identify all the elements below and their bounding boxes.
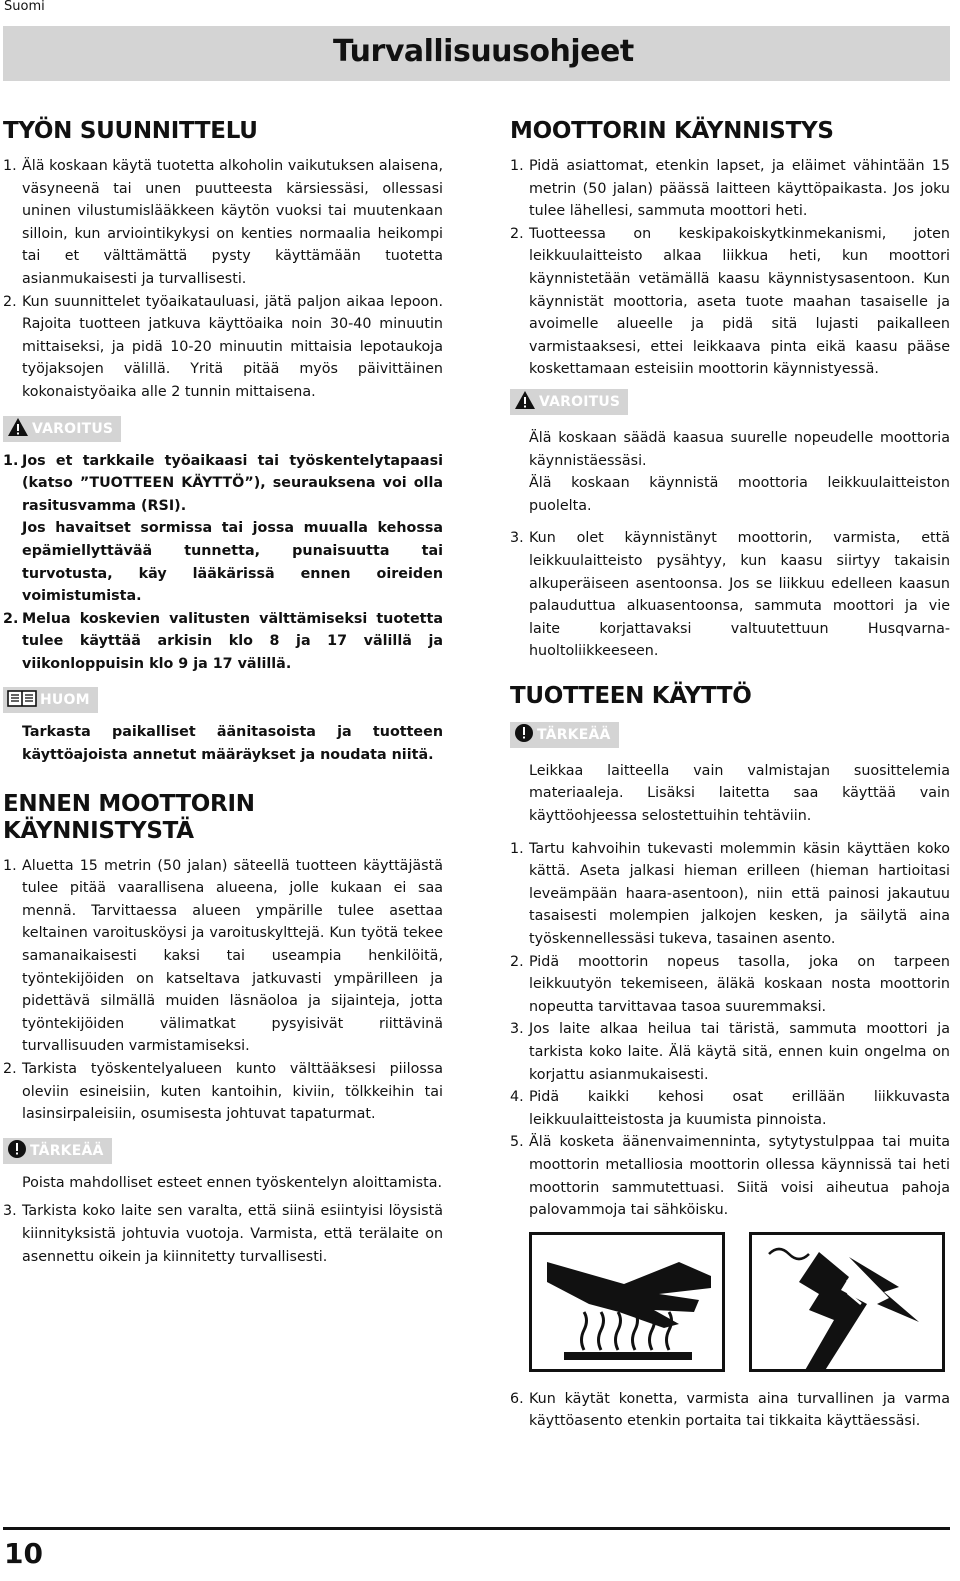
item-text: Jos havaitset sormissa tai jossa muualla kehossa epämiellyttävää tunnetta, punaisuutta tai turvotusta, käy lääkärissä ennen oireiden voimistumista. bbox=[22, 520, 443, 605]
section-heading-engine-start: MOOTTORIN KÄYNNISTYS bbox=[510, 118, 834, 144]
item-text: Tuotteessa on keskipakoiskytkinmekanismi, joten leikkuulaitteisto alkaa liikkua heti, kun moottori käynnistetään vetämällä kaasu käynnistysasentoon. Kun käynnistät moottoria, aseta tuote maahan tasaiselle ja avoimelle alueelle ja pidä sitä lujasti paikalleen varmistaaksesi, ettei leikkaava pinta eikä kaasu pääse koskettamaan esteisiin moottorin käynnistyessä. bbox=[529, 225, 950, 378]
section-heading-before-start bbox=[3, 791, 443, 845]
item-number: 3. bbox=[3, 1203, 17, 1220]
note-label: HUOM bbox=[40, 692, 90, 709]
right-column bbox=[510, 118, 950, 1433]
item-number: 2. bbox=[3, 293, 17, 310]
exclamation-circle-icon bbox=[7, 1139, 27, 1163]
item-number bbox=[3, 517, 22, 607]
list-item bbox=[510, 223, 950, 381]
list-item bbox=[510, 1018, 950, 1086]
list-item bbox=[510, 838, 950, 951]
heading-line: KÄYNNISTYSTÄ bbox=[3, 817, 194, 844]
item-text: Tartu kahvoihin tukevasti molemmin käsin käyttäen koko kättä. Aseta jalkasi hieman erilleen (hieman hartioitasi leveämpään haara-asentoon), niin että painosi jakautuu tasaisesti molempien jalkojen kesken, ja säilytä aina työskennellessäsi tukeva, tasainen asento. bbox=[529, 840, 950, 948]
list-item bbox=[3, 155, 443, 291]
item-text: Kun olet käynnistänyt moottorin, varmista, että leikkuulaitteisto pysähtyy, kun kaasu siirtyy takaisin alkuperäiseen asentoonsa. Jos se liikkuu edelleen kaasun palauduttua alkuasentoonsa, sammuta moottori ja vie laite korjattavaksi valtuutettuun Husqvarna-huoltoliikkeeseen. bbox=[529, 530, 950, 660]
title-bar bbox=[3, 26, 950, 81]
important-badge bbox=[3, 1138, 112, 1164]
note-text: Tarkasta paikalliset äänitasoista ja tuotteen käyttöajoista annetut määräykset ja noudata niitä. bbox=[22, 724, 443, 764]
item-text: Pidä kaikki kehosi osat erillään liikkuvasta leikkuulaitteistosta ja kuumista pinnoista. bbox=[529, 1089, 950, 1128]
page-number: 10 bbox=[4, 1537, 43, 1570]
item-number: 6. bbox=[510, 1390, 524, 1407]
note-badge bbox=[3, 687, 98, 713]
item-number: 3. bbox=[510, 1021, 524, 1038]
important-text: Poista mahdolliset esteet ennen työskentelyn aloittamista. bbox=[22, 1174, 442, 1191]
list-item bbox=[510, 1131, 950, 1221]
list-item bbox=[3, 450, 443, 518]
left-column bbox=[3, 118, 443, 1268]
item-number: 2. bbox=[3, 610, 19, 627]
item-number: 2. bbox=[3, 1061, 17, 1077]
section-heading-product-use: TUOTTEEN KÄYTTÖ bbox=[510, 682, 752, 709]
item-number: 3. bbox=[510, 530, 524, 547]
item-number: 2. bbox=[510, 953, 524, 970]
item-text: Jos laite alkaa heilua tai täristä, sammuta moottori ja tarkista koko laite. Älä käytä sitä, ennen kuin ongelma on korjattu asianmukaisesti. bbox=[529, 1021, 950, 1083]
list-item bbox=[3, 1058, 443, 1126]
warning-label: VAROITUS bbox=[539, 393, 621, 410]
item-text: Kun käytät konetta, varmista aina turvallinen ja varma käyttöasento etenkin portaita tai tikkaita käyttäessäsi. bbox=[529, 1390, 950, 1430]
item-text: Älä koskaan käytä tuotetta alkoholin vaikutuksen alaisena, väsyneenä tai unen puutteesta kärsiessäsi, ollessasi uninen vilustumislääkkeen käytön vuoksi tai muutenkaan silloin, kun arviointikykysi on kenties normaalia heikompi tai et välttämättä pysty käyttämään tuotetta asianmukaisesti ja turvallisesti. bbox=[22, 158, 443, 287]
item-number: 1. bbox=[510, 840, 524, 857]
item-number: 4. bbox=[510, 1089, 524, 1106]
important-label: TÄRKEÄÄ bbox=[537, 726, 611, 743]
item-number: 1. bbox=[3, 158, 17, 174]
list-item bbox=[3, 855, 443, 1058]
important-badge bbox=[510, 722, 619, 748]
item-text: Kun suunnittelet työaikatauluasi, jätä paljon aikaa lepoon. Rajoita tuotteen jatkuva käyttöaika noin 30-40 minuutin mittaiseksi, ja pidä 10-20 minuutin mittaisia lepotaukoja työjaksojen välillä. Yritä pitää myös päivittäinen kokonaistyöaika alle 2 tunnin mittaisena. bbox=[22, 293, 443, 400]
list-item bbox=[3, 1200, 443, 1268]
warning-label: VAROITUS bbox=[32, 420, 114, 437]
warning-badge bbox=[510, 389, 628, 415]
item-text: Pidä moottorin nopeus tasolla, joka on tarpeen leikkuutyön tekemiseen, äläkä koskaan nosta moottorin nopeutta tarvittavaa tasoa suuremmaksi. bbox=[529, 953, 950, 1015]
item-text: Pidä asiattomat, etenkin lapset, ja eläimet vähintään 15 metrin (50 jalan) päässä laitteen käyttöpaikasta. Jos joku tulee lähellesi, sammuta moottori heti. bbox=[529, 158, 950, 220]
item-text: Tarkista koko laite sen varalta, että siinä esiintyisi löysistä kiinnityksistä johtuvia vuotoja. Varmista, että terälaite on asennettu oikein ja kiinnitetty turvallisesti. bbox=[22, 1203, 443, 1265]
warning-text: Älä koskaan käynnistä moottoria leikkuulaitteiston puolelta. bbox=[529, 475, 950, 514]
manual-book-icon bbox=[7, 688, 37, 712]
exclamation-circle-icon bbox=[514, 723, 534, 747]
hot-surface-icon bbox=[529, 1232, 725, 1372]
item-text: Aluetta 15 metrin (50 jalan) säteellä tuotteen käyttäjästä tulee pitää vaarallisena alueena, jolle kukaan ei saa mennä. Tarvittaessa alueen ympärille tulee asettaa keltainen varoitusköysi ja varoituskylttejä. Kun työtä tekee samanaikaisesti kaksi tai useampia henkilöitä, työntekijöiden on katseltava jatkuvasti ympärilleen ja pidettävä silmällä muiden läsnäoloa ja sijainteja, jotta työntekijöiden välimatkat pysyisivät riittävinä turvallisuuden varmistamiseksi. bbox=[22, 857, 443, 1055]
item-text: Melua koskevien valitusten välttämiseksi tuotetta tulee käyttää arkisin klo 8 ja 17 välillä ja viikonloppuisin klo 9 ja 17 välillä. bbox=[22, 610, 443, 672]
language-label: Suomi bbox=[4, 0, 45, 14]
warning-badge bbox=[3, 416, 121, 442]
page-title: Turvallisuusohjeet bbox=[333, 34, 634, 69]
item-number: 5. bbox=[510, 1134, 524, 1151]
list-item bbox=[510, 155, 950, 223]
electric-shock-icon bbox=[749, 1232, 945, 1372]
list-item bbox=[510, 1086, 950, 1131]
warning-triangle-icon bbox=[7, 417, 29, 441]
item-text: Älä kosketa äänenvaimenninta, sytytystulppaa tai muita moottorin metalliosia moottorin ollessa käynnissä tai heti moottorin sammutettuasi. Siitä voisi aiheutua pahoja palovammoja tai sähköisku. bbox=[529, 1134, 950, 1219]
section-heading-work-planning: TYÖN SUUNNITTELU bbox=[3, 118, 258, 144]
item-number: 1. bbox=[510, 158, 524, 174]
list-item bbox=[3, 608, 443, 676]
list-item bbox=[510, 951, 950, 1019]
warning-triangle-icon bbox=[514, 390, 536, 414]
list-item bbox=[3, 291, 443, 404]
item-text: Jos et tarkkaile työaikaasi tai työskentelytapaasi (katso ”TUOTTEEN KÄYTTÖ”), seurauksena voi olla rasitusvamma (RSI). bbox=[22, 452, 443, 514]
heading-line: ENNEN MOOTTORIN bbox=[3, 790, 255, 817]
item-text: Tarkista työskentelyalueen kunto välttääksesi piilossa oleviin esineisiin, kuten kantoihin, kiviin, tölkkeihin tai lasinsirpaleisiin, osumisesta johtuvat tapaturmat. bbox=[22, 1061, 443, 1123]
important-label: TÄRKEÄÄ bbox=[30, 1142, 104, 1159]
list-item bbox=[510, 527, 950, 663]
footer-rule bbox=[3, 1527, 950, 1530]
item-number: 2. bbox=[510, 225, 524, 242]
item-number: 1. bbox=[3, 857, 17, 874]
pictogram-row bbox=[529, 1232, 950, 1372]
list-item bbox=[3, 517, 443, 607]
warning-text: Älä koskaan säädä kaasua suurelle nopeudelle moottoria käynnistäessäsi. bbox=[529, 429, 950, 469]
important-text: Leikkaa laitteella vain valmistajan suosittelemia materiaaleja. Lisäksi laitetta saa käyttää vain käyttöohjeessa selostettuihin tehtäviin. bbox=[529, 762, 950, 825]
item-number: 1. bbox=[3, 452, 19, 469]
list-item bbox=[510, 1388, 950, 1433]
